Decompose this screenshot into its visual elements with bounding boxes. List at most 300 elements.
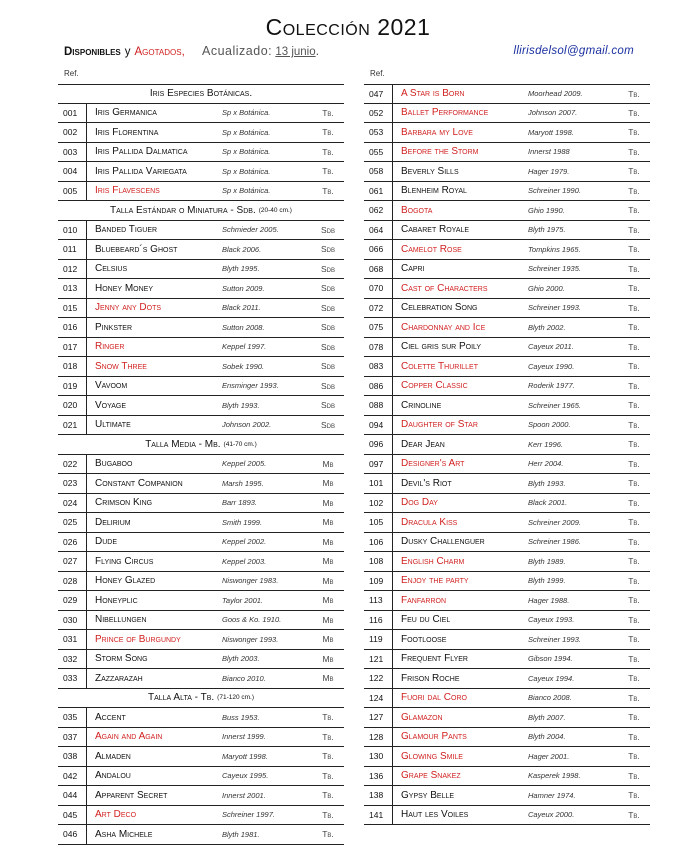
size-class: Mb (322, 653, 334, 664)
variety-name: Almaden (86, 747, 222, 766)
ref-number: 037 (63, 731, 78, 742)
ref-number: 028 (63, 575, 78, 586)
variety-name: Accent (86, 708, 222, 727)
variety-name: Grape Snakez (392, 767, 528, 786)
variety-name: Ballet Performance (392, 104, 528, 123)
title-word: olección (282, 14, 371, 40)
variety-name: Glamour Pants (392, 728, 528, 747)
catalog-row (364, 377, 650, 397)
variety-name: Prince of Burgundy (86, 630, 222, 649)
variety-name: Pinkster (86, 318, 222, 337)
variety-name: Frison Roche (392, 669, 528, 688)
breeder-year: Cayeux 2000. (528, 810, 575, 820)
variety-name: Celsius (86, 260, 222, 279)
variety-name: Iris Florentina (86, 123, 222, 142)
variety-name: Footloose (392, 630, 528, 649)
catalog-row (364, 299, 650, 319)
variety-name: Devil's Riot (392, 474, 528, 493)
breeder-year: Black 2006. (222, 244, 262, 254)
breeder-year: Innerst 2001. (222, 790, 266, 800)
ref-number: 024 (63, 497, 78, 508)
catalog-row (364, 182, 650, 202)
catalog-row (364, 162, 650, 182)
catalog-row (58, 455, 344, 475)
ref-number: 064 (369, 224, 384, 235)
catalog-row (364, 552, 650, 572)
catalog-row (364, 416, 650, 436)
breeder-year: Kasperek 1998. (528, 771, 581, 781)
catalog-row (364, 806, 650, 826)
ref-number: 068 (369, 263, 384, 274)
size-class: Tb. (628, 205, 640, 216)
variety-name: Dusky Challenguer (392, 533, 528, 552)
breeder-year: Goos & Ko. 1910. (222, 615, 282, 625)
variety-name: Voyage (86, 396, 222, 415)
breeder-year: Ghio 2000. (528, 283, 565, 293)
variety-name: Chardonnay and Ice (392, 318, 528, 337)
ref-number: 108 (369, 556, 384, 567)
ref-number: 012 (63, 263, 78, 274)
breeder-year: Innerst 1999. (222, 732, 266, 742)
breeder-year: Blyth 1999. (528, 576, 566, 586)
ref-number: 094 (369, 419, 384, 430)
catalog-row (58, 747, 344, 767)
section-height-range: (71-120 cm.) (217, 694, 255, 702)
variety-name: English Charm (392, 552, 528, 571)
size-class: Tb. (628, 497, 640, 508)
variety-name: Capri (392, 260, 528, 279)
breeder-year: Bianco 2010. (222, 673, 266, 683)
ref-number: 046 (63, 829, 78, 840)
ref-number: 026 (63, 536, 78, 547)
ref-number: 011 (63, 244, 77, 255)
catalog-row (364, 221, 650, 241)
catalog-row (364, 474, 650, 494)
catalog-row (58, 825, 344, 845)
ref-number: 072 (369, 302, 384, 313)
catalog-row (364, 669, 650, 689)
ref-number: 122 (369, 673, 384, 684)
size-class: Tb. (628, 653, 640, 664)
size-class: Sdb (320, 244, 335, 255)
breeder-year: Blyth 2004. (528, 732, 566, 742)
catalog-row (58, 494, 344, 514)
breeder-year: Roderik 1977. (528, 381, 575, 391)
ref-number: 058 (369, 166, 384, 177)
breeder-year: Maryott 1998. (528, 127, 574, 137)
breeder-year: Blyth 1995. (222, 264, 260, 274)
ref-number: 045 (63, 809, 78, 820)
variety-name: Crimson King (86, 494, 222, 513)
catalog-row (58, 162, 344, 182)
variety-name: Gypsy Belle (392, 786, 528, 805)
ref-number: 030 (63, 614, 78, 625)
variety-name: Again and Again (86, 728, 222, 747)
ref-number: 032 (63, 653, 78, 664)
variety-name: Dear Jean (392, 435, 528, 454)
ref-number: 138 (369, 790, 384, 801)
breeder-year: Ghio 1990. (528, 205, 565, 215)
size-class: Sdb (320, 322, 335, 333)
variety-name: Copper Classic (392, 377, 528, 396)
size-class: Tb. (322, 712, 334, 723)
ref-number: 096 (369, 439, 384, 450)
size-class: Tb. (628, 770, 640, 781)
size-class: Tb. (322, 185, 334, 196)
catalog-row (58, 533, 344, 553)
variety-name: Jenny any Dots (86, 299, 222, 318)
breeder-year: Moorhead 2009. (528, 89, 583, 99)
size-class: Tb. (628, 380, 640, 391)
size-class: Tb. (628, 458, 640, 469)
catalog-row (364, 318, 650, 338)
breeder-year: Blyth 1993. (222, 400, 260, 410)
breeder-year: Blyth 2003. (222, 654, 260, 664)
ref-number: 047 (369, 88, 384, 99)
size-class: Tb. (628, 634, 640, 645)
breeder-year: Schreiner 1935. (528, 264, 581, 274)
catalog-row (364, 435, 650, 455)
variety-name: Ultimate (86, 416, 222, 435)
ref-number: 075 (369, 322, 384, 333)
variety-name: A Star is Born (392, 85, 528, 103)
variety-name: Flying Circus (86, 552, 222, 571)
ref-number: 018 (63, 361, 78, 372)
size-class: Tb. (628, 809, 640, 820)
catalog-row (58, 513, 344, 533)
breeder-year: Blyth 1993. (528, 478, 566, 488)
variety-name: Snow Three (86, 357, 222, 376)
catalog-row (364, 572, 650, 592)
size-class: Sdb (320, 283, 335, 294)
catalog-row (364, 689, 650, 709)
size-class: Tb. (628, 692, 640, 703)
size-class: Tb. (628, 244, 640, 255)
breeder-year: Niswonger 1983. (222, 576, 279, 586)
ref-number: 109 (369, 575, 384, 586)
section-header (58, 689, 344, 709)
breeder-year: Cayeux 1994. (528, 673, 575, 683)
variety-name: Glamazon (392, 708, 528, 727)
catalog-row (58, 474, 344, 494)
size-class: Tb. (628, 283, 640, 294)
ref-number: 078 (369, 341, 384, 352)
catalog-row (58, 318, 344, 338)
catalog-row (58, 669, 344, 689)
variety-name: Barbara my Love (392, 123, 528, 142)
catalog-row (364, 747, 650, 767)
size-class: Tb. (628, 751, 640, 762)
ref-number: 119 (369, 634, 383, 645)
breeder-year: Sp x Botánica. (222, 186, 271, 196)
size-class: Tb. (322, 166, 334, 177)
size-class: Mb (322, 478, 334, 489)
size-class: Tb. (322, 731, 334, 742)
ref-number: 062 (369, 205, 384, 216)
section-title: Talla Estándar o Miniatura - Sdb. (110, 204, 256, 216)
section-title: Talla Alta - Tb. (147, 692, 215, 704)
breeder-year: Hager 2001. (528, 751, 570, 761)
variety-name: Bluebeard´s Ghost (86, 240, 222, 259)
legend-sold-out: Agotados, (134, 46, 185, 58)
size-class: Tb. (628, 341, 640, 352)
breeder-year: Sutton 2008. (222, 322, 265, 332)
ref-number: 023 (63, 478, 78, 489)
size-class: Tb. (628, 146, 640, 157)
ref-number: 003 (63, 146, 78, 157)
size-class: Mb (322, 556, 334, 567)
variety-name: Cabaret Royale (392, 221, 528, 240)
breeder-year: Cayeux 1990. (528, 361, 575, 371)
ref-number: 053 (369, 127, 384, 138)
size-class: Tb. (628, 575, 640, 586)
breeder-year: Buss 1953. (222, 712, 260, 722)
variety-name: Dracula Kiss (392, 513, 528, 532)
ref-number: 027 (63, 556, 78, 567)
size-class: Tb. (628, 712, 640, 723)
variety-name: Asha Michele (86, 825, 222, 844)
catalog-row (364, 357, 650, 377)
catalog-row (364, 396, 650, 416)
size-class: Tb. (322, 751, 334, 762)
size-class: Tb. (628, 536, 640, 547)
size-class: Tb. (628, 517, 640, 528)
catalog-row (58, 260, 344, 280)
breeder-year: Hager 1979. (528, 166, 570, 176)
variety-name: Iris Germanica (86, 104, 222, 123)
size-class: Mb (322, 517, 334, 528)
ref-number: 086 (369, 380, 384, 391)
section-title: Iris Especies Botánicas. (149, 88, 253, 100)
size-class: Mb (322, 575, 334, 586)
catalog-row (58, 728, 344, 748)
breeder-year: Kerr 1996. (528, 439, 564, 449)
breeder-year: Black 2001. (528, 498, 568, 508)
breeder-year: Johnson 2002. (222, 420, 272, 430)
ref-number: 130 (369, 751, 384, 762)
ref-number: 121 (369, 653, 384, 664)
size-class: Mb (322, 458, 334, 469)
catalog-row (58, 377, 344, 397)
ref-number: 031 (63, 634, 78, 645)
breeder-year: Cayeux 2011. (528, 342, 574, 352)
ref-number: 116 (369, 614, 383, 625)
breeder-year: Keppel 2003. (222, 556, 267, 566)
size-class: Sdb (320, 224, 335, 235)
catalog-row (364, 728, 650, 748)
size-class: Sdb (320, 419, 335, 430)
catalog-row (364, 123, 650, 143)
catalog-row (364, 104, 650, 124)
breeder-year: Blyth 2007. (528, 712, 566, 722)
size-class: Tb. (322, 127, 334, 138)
catalog-row (364, 494, 650, 514)
legend-line (64, 44, 319, 58)
size-class: Tb. (628, 302, 640, 313)
breeder-year: Herr 2004. (528, 459, 564, 469)
size-class: Tb. (628, 185, 640, 196)
section-header (58, 435, 344, 455)
ref-number: 010 (63, 224, 78, 235)
ref-label-right: Ref. (370, 69, 385, 78)
size-class: Tb. (628, 400, 640, 411)
catalog-row (58, 611, 344, 631)
catalog-row (58, 767, 344, 787)
ref-number: 113 (369, 595, 383, 606)
size-class: Tb. (628, 361, 640, 372)
variety-name: Iris Pallida Dalmatica (86, 143, 222, 162)
size-class: Tb. (322, 829, 334, 840)
breeder-year: Blyth 1975. (528, 225, 566, 235)
catalog-column-right (364, 84, 650, 825)
catalog-row (58, 182, 344, 202)
variety-name: Iris Flavescens (86, 182, 222, 201)
breeder-year: Schreiner 2009. (528, 517, 581, 527)
breeder-year: Keppel 2005. (222, 459, 267, 469)
ref-number: 038 (63, 751, 78, 762)
breeder-year: Blyth 2002. (528, 322, 566, 332)
catalog-row (58, 552, 344, 572)
breeder-year: Sp x Botánica. (222, 147, 271, 157)
size-class: Sdb (320, 302, 335, 313)
variety-name: Fanfarron (392, 591, 528, 610)
ref-number: 088 (369, 400, 384, 411)
ref-number: 101 (369, 478, 384, 489)
catalog-row (58, 123, 344, 143)
breeder-year: Ensminger 1993. (222, 381, 279, 391)
variety-name: Feu du Ciel (392, 611, 528, 630)
ref-number: 016 (63, 322, 78, 333)
ref-number: 083 (369, 361, 384, 372)
variety-name: Beverly Sills (392, 162, 528, 181)
contact-email[interactable]: llirisdelsol@gmail.com (513, 45, 634, 57)
updated-date-end: . (315, 44, 320, 58)
variety-name: Banded Tiguer (86, 221, 222, 240)
size-class: Tb. (628, 595, 640, 606)
size-class: Mb (322, 634, 334, 645)
ref-number: 005 (63, 185, 78, 196)
variety-name: Ciel gris sur Poily (392, 338, 528, 357)
variety-name: Iris Pallida Variegata (86, 162, 222, 181)
ref-number: 055 (369, 146, 384, 157)
ref-number: 013 (63, 283, 78, 294)
size-class: Sdb (320, 361, 335, 372)
ref-number: 106 (369, 536, 384, 547)
catalog-row (364, 650, 650, 670)
variety-name: Enjoy the party (392, 572, 528, 591)
catalog-row (364, 260, 650, 280)
size-class: Tb. (628, 556, 640, 567)
ref-number: 141 (369, 809, 384, 820)
breeder-year: Sp x Botánica. (222, 108, 271, 118)
catalog-row (58, 240, 344, 260)
title-year: 2021 (377, 14, 431, 40)
ref-number: 097 (369, 458, 384, 469)
breeder-year: Schreiner 1986. (528, 537, 581, 547)
catalog-row (364, 630, 650, 650)
size-class: Tb. (628, 614, 640, 625)
variety-name: Constant Companion (86, 474, 222, 493)
variety-name: Honey Glazed (86, 572, 222, 591)
variety-name: Vavoom (86, 377, 222, 396)
catalog-row (364, 513, 650, 533)
breeder-year: Schreiner 1990. (528, 186, 581, 196)
ref-number: 002 (63, 127, 78, 138)
breeder-year: Bianco 2008. (528, 693, 572, 703)
variety-name: Bogota (392, 201, 528, 220)
breeder-year: Taylor 2001. (222, 595, 264, 605)
breeder-year: Black 2011. (222, 303, 261, 313)
variety-name: Storm Song (86, 650, 222, 669)
catalog-row (58, 786, 344, 806)
title-initial: C (265, 14, 283, 40)
variety-name: Zazzarazah (86, 669, 222, 688)
variety-name: Haut les Voiles (392, 806, 528, 825)
breeder-year: Schreiner 1965. (528, 400, 581, 410)
breeder-year: Cayeux 1995. (222, 771, 269, 781)
variety-name: Blenheim Royal (392, 182, 528, 201)
size-class: Mb (322, 614, 334, 625)
ref-number: 136 (369, 770, 384, 781)
ref-number: 105 (369, 517, 384, 528)
variety-name: Daughter of Star (392, 416, 528, 435)
ref-number: 042 (63, 770, 78, 781)
breeder-year: Schmieder 2005. (222, 225, 279, 235)
size-class: Tb. (322, 107, 334, 118)
section-height-range: (20-40 cm.) (258, 206, 292, 214)
section-header (58, 201, 344, 221)
size-class: Mb (322, 497, 334, 508)
catalog-row (58, 104, 344, 124)
breeder-year: Sutton 2009. (222, 283, 265, 293)
size-class: Sdb (320, 263, 335, 274)
breeder-year: Keppel 1997. (222, 342, 267, 352)
breeder-year: Keppel 2002. (222, 537, 267, 547)
ref-number: 044 (63, 790, 78, 801)
catalog-row (364, 455, 650, 475)
ref-number: 020 (63, 400, 78, 411)
catalog-row (364, 84, 650, 104)
breeder-year: Smith 1999. (222, 517, 263, 527)
ref-number: 102 (369, 497, 384, 508)
size-class: Mb (322, 536, 334, 547)
updated-date: 13 junio (275, 46, 316, 58)
size-class: Tb. (628, 263, 640, 274)
breeder-year: Schreiner 1993. (528, 634, 581, 644)
ref-number: 017 (63, 341, 78, 352)
catalog-row (58, 591, 344, 611)
size-class: Tb. (628, 439, 640, 450)
variety-name: Apparent Secret (86, 786, 222, 805)
catalog-row (364, 767, 650, 787)
size-class: Tb. (322, 790, 334, 801)
breeder-year: Sobek 1990. (222, 361, 265, 371)
size-class: Mb (322, 673, 334, 684)
catalog-row (364, 338, 650, 358)
size-class: Tb. (628, 88, 640, 99)
ref-number: 066 (369, 244, 384, 255)
size-class: Tb. (628, 224, 640, 235)
variety-name: Before the Storm (392, 143, 528, 162)
size-class: Sdb (320, 400, 335, 411)
breeder-year: Maryott 1998. (222, 751, 268, 761)
catalog-row (364, 279, 650, 299)
ref-number: 025 (63, 517, 78, 528)
page-title (0, 14, 696, 41)
ref-number: 128 (369, 731, 384, 742)
catalog-row (364, 786, 650, 806)
catalog-row (58, 143, 344, 163)
